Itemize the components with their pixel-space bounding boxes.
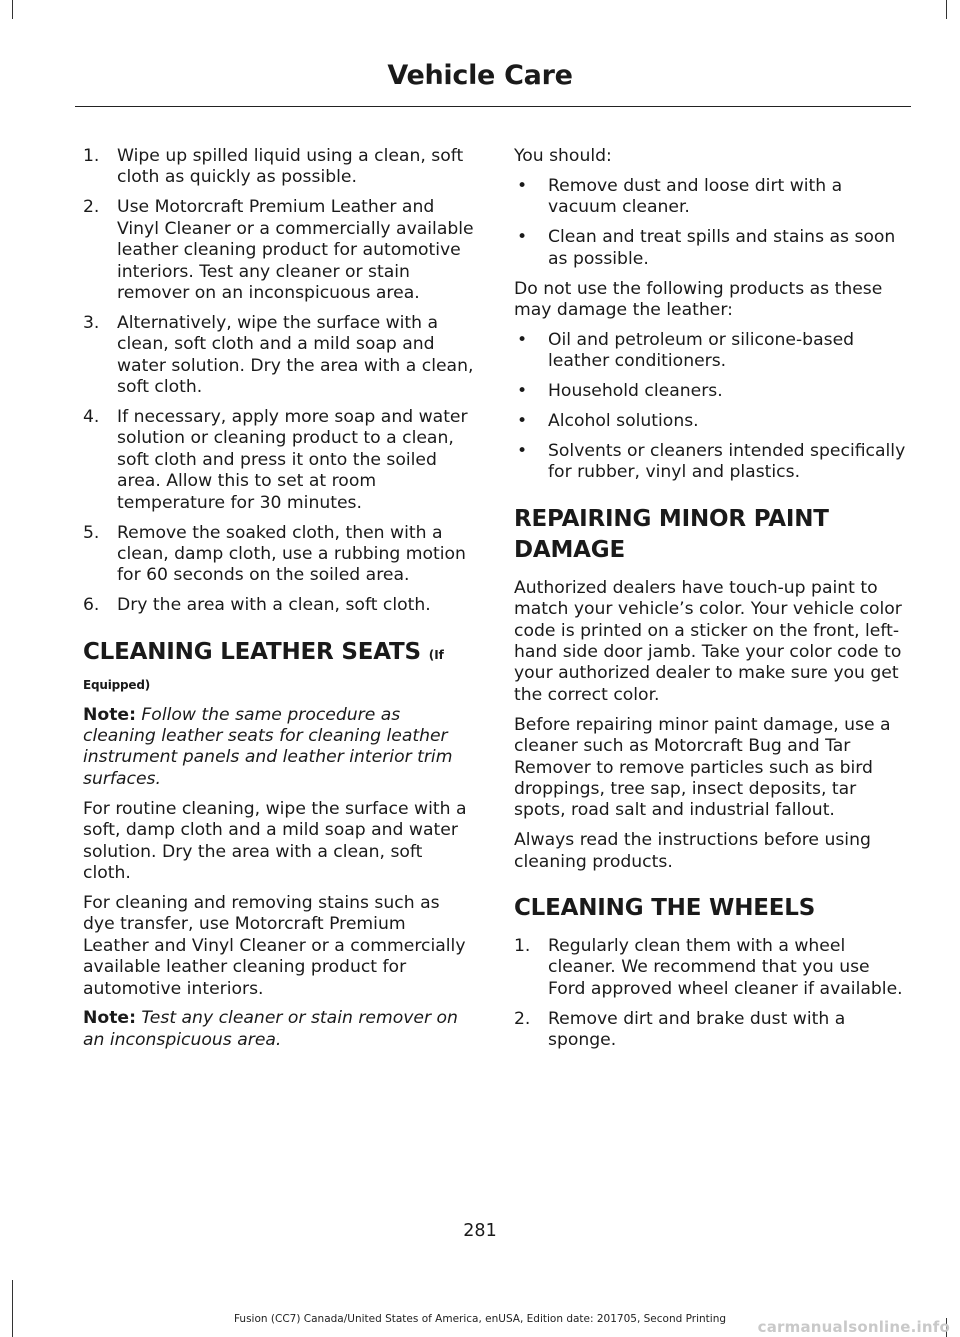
list-item (514, 176, 910, 219)
bullet-marker: • (517, 440, 528, 461)
step-text: Wipe up spilled liquid using a clean, soft cloth as quickly as possible. (117, 146, 464, 188)
step-number: 3. (83, 312, 100, 333)
routine-cleaning-paragraph: For routine cleaning, wipe the surface with a soft, damp cloth and a mild soap and water solution. Dry the area with a clean, soft cloth. (83, 798, 467, 883)
step-number: 2. (83, 197, 100, 218)
note-procedure (83, 705, 475, 791)
list-item (514, 381, 910, 402)
page-number: 281 (463, 1221, 497, 1241)
list-item (83, 407, 475, 514)
note-text: Follow the same procedure as cleaning leather seats for cleaning leather instrument panels and leather interior trim surfaces. (83, 704, 453, 789)
list-item (83, 313, 475, 399)
leather-cleaning-steps (83, 146, 475, 617)
note-test-cleaner (83, 1008, 475, 1051)
list-item (83, 595, 475, 616)
note-label: Note: (83, 704, 136, 725)
wheel-cleaning-steps (514, 936, 910, 1052)
section-heading-cleaning-leather-seats (83, 637, 475, 693)
note-text: Test any cleaner or stain remover on an inconspicuous area. (83, 1008, 458, 1050)
bullet-text: Oil and petroleum or silicone-based leather conditioners. (548, 329, 855, 372)
stain-removal-paragraph: For cleaning and removing stains such as dye transfer, use Motorcraft Premium Leather and Vinyl Cleaner or a commercially available leather cleaning product for automotive interiors. (83, 892, 466, 999)
step-text: Regularly clean them with a wheel cleaner. We recommend that you use Ford approved wheel cleaner if available. (548, 936, 903, 999)
avoid-products-list (514, 330, 910, 484)
list-item (514, 330, 910, 373)
note-label: Note: (83, 1008, 136, 1029)
paint-paragraph-1: Authorized dealers have touch-up paint to match your vehicle’s color. Your vehicle color code is printed on a sticker on the front, left-hand side door jamb. Take your color code to your authorized dealer to make sure you get the correct color. (514, 577, 902, 705)
section-title: CLEANING LEATHER SEATS (83, 638, 421, 665)
watermark[interactable]: carmanualsonline.info (757, 1318, 950, 1336)
step-number: 2. (514, 1008, 531, 1029)
bullet-text: Alcohol solutions. (548, 411, 699, 432)
warning-intro: Do not use the following products as these may damage the leather: (514, 278, 883, 320)
list-item (514, 936, 910, 1000)
list-item (514, 1009, 910, 1052)
step-number: 5. (83, 522, 100, 543)
edition-footer: Fusion (CC7) Canada/United States of America, enUSA, Edition date: 201705, Second Printing (233, 1313, 727, 1325)
section-heading-repairing-paint: REPAIRING MINOR PAINT DAMAGE (514, 505, 829, 563)
list-item (514, 227, 910, 270)
bullet-text: Remove dust and loose dirt with a vacuum cleaner. (548, 175, 843, 218)
step-number: 1. (83, 146, 100, 166)
paint-paragraph-2: Before repairing minor paint damage, use a cleaner such as Motorcraft Bug and Tar Remover to remove particles such as bird droppings, tree sap, insect deposits, tar spots, road salt and industrial fallout. (514, 714, 891, 821)
step-number: 4. (83, 406, 100, 427)
bullet-marker: • (517, 411, 528, 432)
list-item (83, 197, 475, 304)
bullet-marker: • (517, 381, 528, 402)
step-number: 6. (83, 595, 100, 616)
bullet-marker: • (517, 227, 528, 248)
step-text: Remove dirt and brake dust with a sponge. (548, 1008, 846, 1051)
bullet-marker: • (517, 329, 528, 350)
bullet-text: Clean and treat spills and stains as soon as possible. (548, 227, 896, 269)
right-column (514, 146, 910, 1060)
crop-mark-bottom-left (12, 1280, 13, 1337)
step-text: Alternatively, wipe the surface with a clean, soft cloth and a mild soap and water solution. Dry the area with a clean, soft cloth. (117, 312, 474, 398)
step-text: Dry the area with a clean, soft cloth. (117, 595, 431, 616)
should-list (514, 176, 910, 270)
list-item (514, 441, 910, 484)
left-column (83, 146, 475, 1060)
page-title: Vehicle Care (387, 60, 573, 91)
crop-mark-top-right (946, 0, 947, 19)
step-number: 1. (514, 936, 531, 957)
title-rule (75, 106, 911, 107)
bullet-text: Solvents or cleaners intended specifically for rubber, vinyl and plastics. (548, 440, 906, 483)
list-item (83, 146, 475, 189)
should-intro: You should: (514, 146, 612, 166)
list-item (514, 411, 910, 432)
section-qualifier-prefix: (If (428, 647, 444, 662)
step-text: If necessary, apply more soap and water solution or cleaning product to a clean, soft cloth and press it onto the soiled area. Allow this to set at room temperature for 30 minutes. (117, 406, 468, 513)
crop-mark-top-left (12, 0, 13, 19)
paint-paragraph-3: Always read the instructions before using cleaning products. (514, 830, 871, 872)
bullet-marker: • (517, 175, 528, 196)
section-qualifier-suffix: Equipped) (83, 677, 151, 692)
step-text: Use Motorcraft Premium Leather and Vinyl Cleaner or a commercially available leather cleaning product for automotive interiors. Test any cleaner or stain remover on an inconspicuous area. (117, 197, 474, 303)
list-item (83, 523, 475, 587)
step-text: Remove the soaked cloth, then with a clean, damp cloth, use a rubbing motion for 60 seconds on the soiled area. (117, 522, 466, 586)
section-heading-cleaning-wheels: CLEANING THE WHEELS (514, 895, 816, 922)
bullet-text: Household cleaners. (548, 381, 723, 402)
